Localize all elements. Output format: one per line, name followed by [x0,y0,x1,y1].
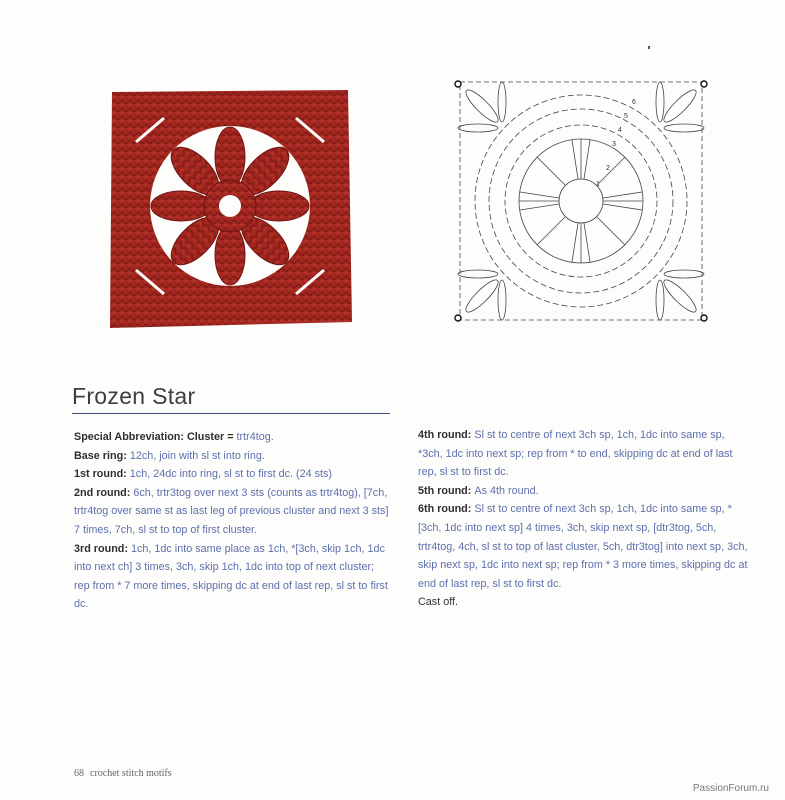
pattern-title: Frozen Star [72,383,196,409]
chart-round-number: 4 [618,127,622,134]
chart-round-number: 2 [606,165,610,172]
chart-round-number: 3 [612,141,616,148]
instruction-label: 4th round: [418,429,475,441]
title-divider [72,413,390,414]
instruction-paragraph [418,482,748,501]
chart-round-number: 5 [624,113,628,120]
instruction-paragraph [74,465,392,484]
instruction-paragraph [74,428,392,447]
instruction-paragraph [74,484,392,540]
instruction-paragraph [418,593,748,612]
page-footer [74,768,178,779]
instruction-label: 2nd round: [74,486,134,499]
chart-round-number: 1 [596,181,600,188]
instruction-text: As 4th round. [474,484,539,497]
instruction-paragraph [74,447,392,466]
instruction-paragraph [418,426,748,482]
page-number: 68 [74,768,84,779]
instruction-text: Cast off. [418,596,459,609]
instruction-text: 1ch, 1dc into same place as 1ch, *[3ch, skip 1ch, 1dc into next ch] 3 times, 3ch, skip 1ch, 1dc into top of next cluster; rep from * 7 more times, skipping dc at end of last rep, sl st to first dc. [74,542,388,611]
crochet-symbol-chart [452,74,710,328]
instruction-paragraph [418,500,748,593]
instruction-label: 6th round: [418,503,475,516]
section-name: crochet stitch motifs [90,768,172,779]
instruction-label: Special Abbreviation: Cluster = [74,431,237,443]
instructions-left-column [74,428,392,614]
instruction-text: 12ch, join with sl st into ring. [129,449,265,462]
instruction-label: 5th round: [418,484,475,497]
instruction-label: 3rd round: [74,542,131,555]
watermark: PassionForum.ru [692,783,769,794]
instruction-label: Base ring: [74,449,130,462]
instruction-text: trtr4tog. [236,431,274,443]
instruction-text: Sl st to centre of next 3ch sp, 1ch, 1dc into same sp, *3ch, 1dc into next sp; rep from * to end, skipping dc at end of last rep, sl st to first dc. [418,429,733,479]
chart-round-number: 6 [632,99,636,106]
crochet-motif-photo [104,82,356,330]
instructions-right-column [418,426,748,612]
instruction-label: 1st round: [74,468,130,481]
instruction-text: 6ch, trtr3tog over next 3 sts (counts as trtr4tog), [7ch, trtr4tog over same st as last leg of previous cluster and next 3 sts] 7 times, 7ch, sl st to top of first cluster. [74,486,389,536]
stray-mark [648,46,650,49]
instruction-text: 1ch, 24dc into ring, sl st to first dc. (24 sts) [129,468,333,481]
instruction-text: Sl st to centre of next 3ch sp, 1ch, 1dc into same sp, *[3ch, 1dc into next sp] 4 times, 3ch, skip next sp, [dtr3tog, 5ch, trtr4tog, 4ch, sl st to top of last cluster, 5ch, dtr3tog] into next sp, 3ch, skip next sp, 1dc into next sp; rep from * 3 more times, skipping dc at end of last rep, sl st to first dc. [418,503,748,590]
instruction-paragraph [74,540,392,614]
